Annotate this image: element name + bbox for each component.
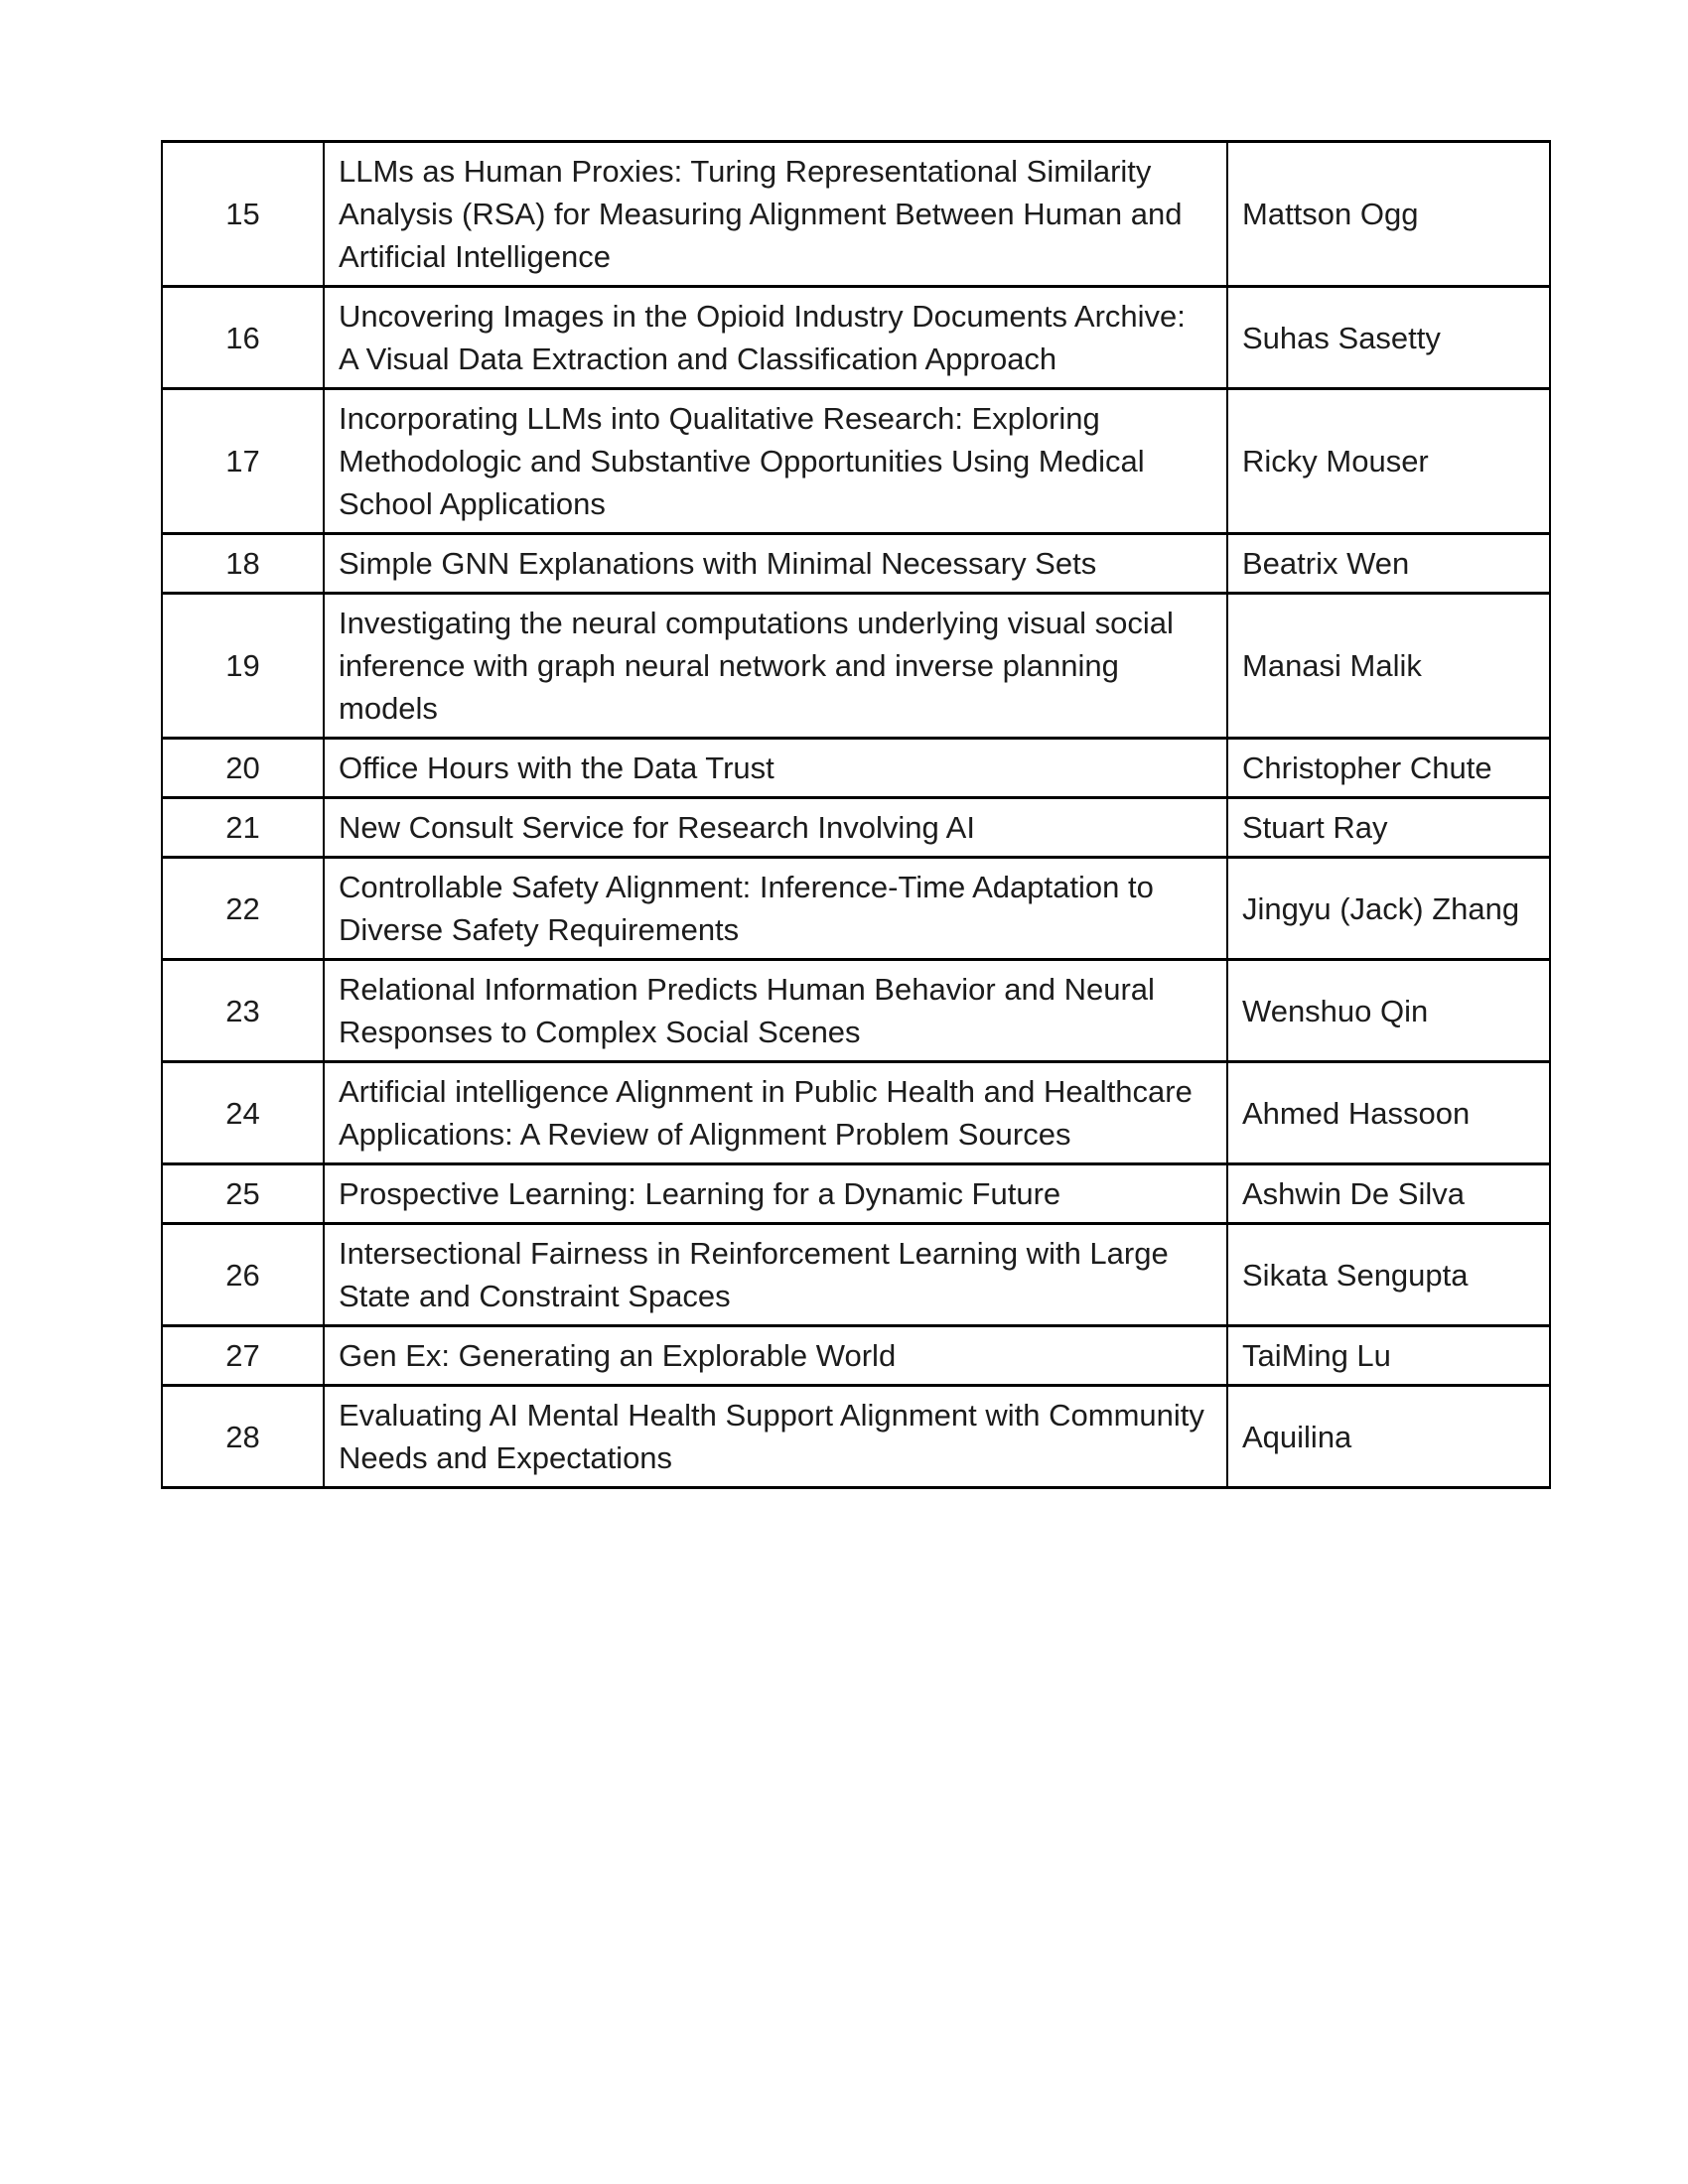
- table-row: [162, 960, 1550, 1062]
- row-number-cell: 22: [162, 858, 324, 960]
- row-number-cell: 17: [162, 389, 324, 534]
- session-title-cell: Office Hours with the Data Trust: [324, 739, 1227, 798]
- presenter-cell: Ahmed Hassoon: [1227, 1062, 1550, 1164]
- session-title-cell: Relational Information Predicts Human Behavior and Neural Responses to Complex Social Scenes: [324, 960, 1227, 1062]
- schedule-table: [161, 140, 1551, 1489]
- table-row: [162, 594, 1550, 739]
- session-title-cell: Artificial intelligence Alignment in Public Health and Healthcare Applications: A Review of Alignment Problem Sources: [324, 1062, 1227, 1164]
- presenter-cell: Ricky Mouser: [1227, 389, 1550, 534]
- row-number-cell: 19: [162, 594, 324, 739]
- session-title-cell: New Consult Service for Research Involving AI: [324, 798, 1227, 858]
- row-number-cell: 27: [162, 1326, 324, 1386]
- presenter-cell: Manasi Malik: [1227, 594, 1550, 739]
- presenter-cell: Suhas Sasetty: [1227, 287, 1550, 389]
- presenter-cell: TaiMing Lu: [1227, 1326, 1550, 1386]
- presenter-cell: Christopher Chute: [1227, 739, 1550, 798]
- table-row: [162, 1386, 1550, 1488]
- row-number-cell: 28: [162, 1386, 324, 1488]
- table-row: [162, 739, 1550, 798]
- row-number-cell: 20: [162, 739, 324, 798]
- session-title-cell: Uncovering Images in the Opioid Industry Documents Archive: A Visual Data Extraction and Classification Approach: [324, 287, 1227, 389]
- session-title-cell: Investigating the neural computations underlying visual social inference with graph neural network and inverse planning models: [324, 594, 1227, 739]
- session-title-cell: Simple GNN Explanations with Minimal Necessary Sets: [324, 534, 1227, 594]
- row-number-cell: 24: [162, 1062, 324, 1164]
- row-number-cell: 26: [162, 1224, 324, 1326]
- table-row: [162, 858, 1550, 960]
- presenter-cell: Beatrix Wen: [1227, 534, 1550, 594]
- table-row: [162, 798, 1550, 858]
- session-title-cell: Evaluating AI Mental Health Support Alignment with Community Needs and Expectations: [324, 1386, 1227, 1488]
- table-row: [162, 287, 1550, 389]
- presenter-cell: Wenshuo Qin: [1227, 960, 1550, 1062]
- table-row: [162, 1062, 1550, 1164]
- presenter-cell: Ashwin De Silva: [1227, 1164, 1550, 1224]
- schedule-table-body: [162, 142, 1550, 1488]
- session-title-cell: LLMs as Human Proxies: Turing Representational Similarity Analysis (RSA) for Measuring Alignment Between Human and Artificial Intelligence: [324, 142, 1227, 287]
- table-row: [162, 1326, 1550, 1386]
- table-row: [162, 1224, 1550, 1326]
- table-row: [162, 389, 1550, 534]
- row-number-cell: 23: [162, 960, 324, 1062]
- session-title-cell: Intersectional Fairness in Reinforcement Learning with Large State and Constraint Spaces: [324, 1224, 1227, 1326]
- presenter-cell: Stuart Ray: [1227, 798, 1550, 858]
- presenter-cell: Sikata Sengupta: [1227, 1224, 1550, 1326]
- presenter-cell: Jingyu (Jack) Zhang: [1227, 858, 1550, 960]
- row-number-cell: 16: [162, 287, 324, 389]
- presenter-cell: Aquilina: [1227, 1386, 1550, 1488]
- session-title-cell: Controllable Safety Alignment: Inference-Time Adaptation to Diverse Safety Requirements: [324, 858, 1227, 960]
- row-number-cell: 18: [162, 534, 324, 594]
- table-row: [162, 142, 1550, 287]
- presenter-cell: Mattson Ogg: [1227, 142, 1550, 287]
- row-number-cell: 25: [162, 1164, 324, 1224]
- session-title-cell: Prospective Learning: Learning for a Dynamic Future: [324, 1164, 1227, 1224]
- table-row: [162, 534, 1550, 594]
- session-title-cell: Incorporating LLMs into Qualitative Research: Exploring Methodologic and Substantive Opportunities Using Medical School Applications: [324, 389, 1227, 534]
- table-row: [162, 1164, 1550, 1224]
- row-number-cell: 21: [162, 798, 324, 858]
- session-title-cell: Gen Ex: Generating an Explorable World: [324, 1326, 1227, 1386]
- row-number-cell: 15: [162, 142, 324, 287]
